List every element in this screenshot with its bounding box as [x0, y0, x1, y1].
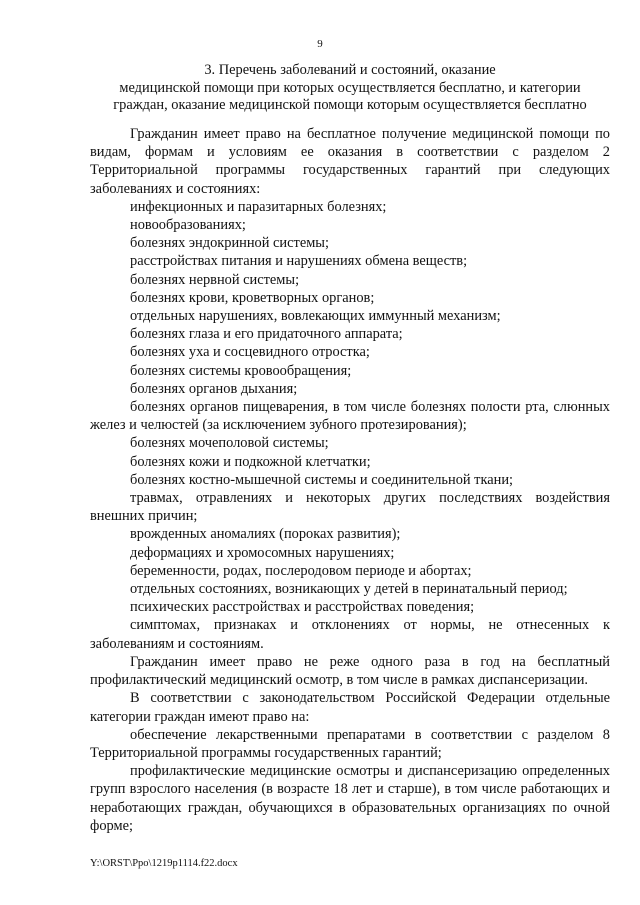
list-item: профилактические медицинские осмотры и диспансеризацию определенных групп взрослого населения (в возрасте 18 лет и старше), в том числе работающих и неработающих граждан, обучающихся в образовательных организациях по очной форме; [90, 763, 610, 834]
paragraph: Гражданин имеет право на бесплатное получение медицинской помощи по видам, формам и условиям ее оказания в соответствии с разделом 2 Территориальной программы государственных гарантий при следующих заболеваниях и состояниях: [90, 126, 610, 197]
list-item: болезнях крови, кроветворных органов; [130, 289, 375, 306]
list-item: болезнях нервной системы; [130, 271, 300, 288]
list-item: болезнях глаза и его придаточного аппарата; [130, 326, 403, 343]
list-item: болезнях костно-мышечной системы и соединительной ткани; [130, 471, 514, 488]
heading-line: 3. Перечень заболеваний и состояний, оказание [204, 62, 496, 78]
list-item: болезнях органов дыхания; [130, 380, 298, 397]
list-item: травмах, отравлениях и некоторых других последствиях воздействия внешних причин; [90, 490, 610, 525]
file-path-footer: Y:\ORST\Ppo\1219p1114.f22.docx [90, 858, 238, 869]
page-number: 9 [317, 38, 323, 50]
list-item: болезнях эндокринной системы; [130, 235, 329, 252]
list-item: симптомах, признаках и отклонениях от нормы, не отнесенных к заболеваниям и состояниям. [90, 617, 610, 652]
list-item: расстройствах питания и нарушениях обмена веществ; [130, 253, 468, 270]
document-body [90, 125, 610, 835]
heading-line: граждан, оказание медицинской помощи которым осуществляется бесплатно [113, 97, 587, 113]
list-item: беременности, родах, послеродовом периоде и абортах; [130, 562, 472, 579]
list-item: болезнях кожи и подкожной клетчатки; [130, 453, 371, 470]
list-item: обеспечение лекарственными препаратами в соответствии с разделом 8 Территориальной программы государственных гарантий; [90, 726, 610, 761]
list-item: болезнях мочеполовой системы; [130, 435, 329, 452]
paragraph: В соответствии с законодательством Российской Федерации отдельные категории граждан имеют право на: [90, 690, 610, 725]
list-item: болезнях органов пищеварения, в том числе болезнях полости рта, слюнных желез и челюстей (за исключением зубного протезирования); [90, 399, 610, 434]
list-item: врожденных аномалиях (пороках развития); [130, 526, 401, 543]
list-item: отдельных состояниях, возникающих у детей в перинатальный период; [130, 581, 568, 598]
list-item: болезнях уха и сосцевидного отростка; [130, 344, 370, 361]
list-item: болезнях системы кровообращения; [130, 362, 352, 379]
list-item: инфекционных и паразитарных болезнях; [130, 198, 387, 215]
list-item: новообразованиях; [130, 217, 246, 234]
list-item: отдельных нарушениях, вовлекающих иммунный механизм; [130, 308, 501, 325]
list-item: психических расстройствах и расстройствах поведения; [130, 599, 475, 616]
list-item: деформациях и хромосомных нарушениях; [130, 544, 395, 561]
section-heading [80, 62, 620, 115]
heading-line: медицинской помощи при которых осуществляется бесплатно, и категории [119, 79, 581, 96]
paragraph: Гражданин имеет право не реже одного раза в год на бесплатный профилактический медицинский осмотр, в том числе в рамках диспансеризации. [90, 653, 610, 689]
